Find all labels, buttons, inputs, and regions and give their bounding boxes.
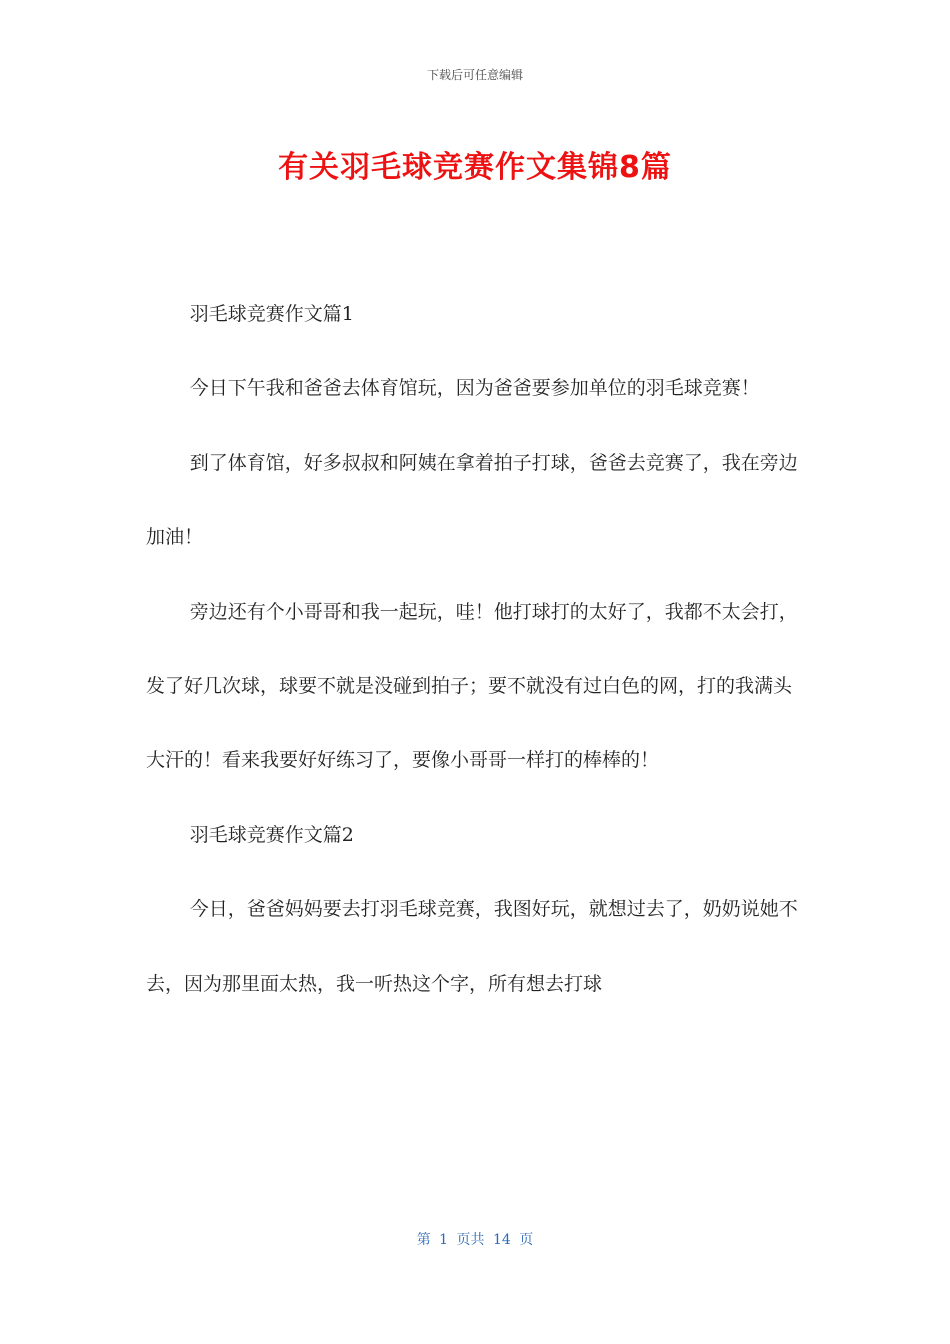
header-note: 下载后可任意编辑 [426,68,523,82]
document-title: 有关羽毛球竞赛作文集锦8篇 [278,150,672,185]
paragraph: 今日下午我和爸爸去体育馆玩，因为爸爸要参加单位的羽毛球竞赛！ [189,377,760,400]
paragraph: 今日，爸爸妈妈要去打羽毛球竞赛，我图好玩，就想过去了，奶奶说她不去，因为那里面太热，我一听热这个字，所有想去打球 [146,898,798,995]
document-body [146,277,806,1021]
section-heading: 羽毛球竞赛作文篇2 [189,823,354,846]
page-number-footer: 第 1 页共 14 页 [416,1232,534,1248]
section-heading: 羽毛球竞赛作文篇1 [189,303,354,325]
paragraph: 旁边还有个小哥哥和我一起玩，哇！他打球打的太好了，我都不太会打，发了好几次球，球要不就是没碰到拍子；要不就没有过白色的网，打的我满头大汗的！看来我要好好练习了，要像小哥哥一样打的棒棒的！ [146,600,798,772]
paragraph: 到了体育馆，好多叔叔和阿姨在拿着拍子打球，爸爸去竞赛了，我在旁边加油！ [146,451,798,549]
